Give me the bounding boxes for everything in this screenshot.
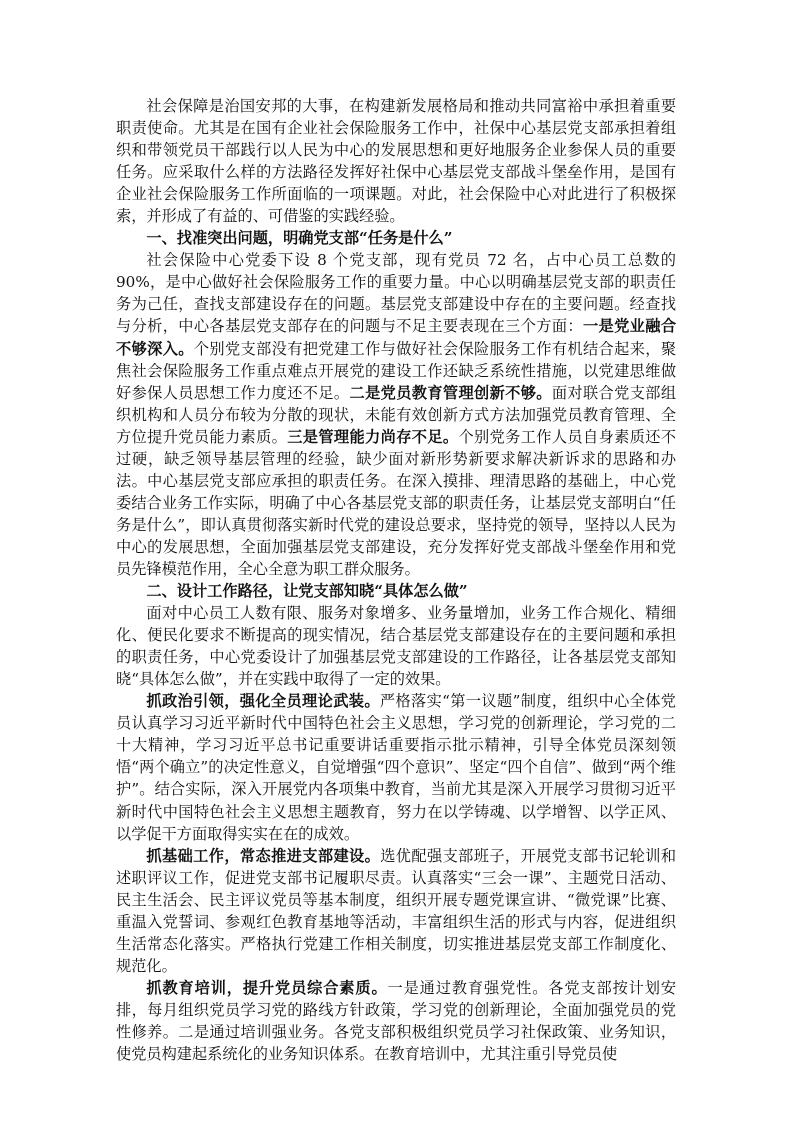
education-training-paragraph	[116, 977, 676, 1065]
section-1-text-d: 个别党务工作人员自身素质还不过硬，缺乏领导基层管理的经验，缺少面对新形势新要求解决新诉求的思路和办法。中心基层党支部应承担的职责任务。在深入摸排、理清思路的基础上，中心党委结合业务工作实际，明确了中心各基层党支部的职责任务，让基层党支部明白“任务是什么”，即认真贯彻落实新时代党的建设总要求，坚持党的领导，坚持以人民为中心的发展思想，全面加强基层党支部建设，充分发挥好党支部战斗堡垒作用和党员先锋模范作用，全心全意为职工群众服务。	[116, 427, 677, 578]
political-guidance-lead: 抓政治引领，强化全员理论武装。	[146, 692, 380, 711]
basic-work-text: 选优配强支部班子，开展党支部书记轮训和述职评议工作，促进党支部书记履职尽责。认真落实“三会一课”、主题党日活动、民主生活会、民主评议党员等基本制度，组织开展专题党课宣讲、“微党课”比赛、重温入党誓词、参观红色教育基地等活动，丰富组织生活的形式与内容，促进组织生活常态化落实。严格执行党建工作相关制度，切实推进基层党支部工作制度化、规范化。	[116, 846, 677, 975]
section-1-paragraph	[116, 249, 676, 580]
section-1-text-b: 个别党支部没有把党建工作与做好社会保险服务工作有机结合起来，聚焦社会保险服务工作重点难点开展党的建设工作还缺乏系统性措施，以党建思维做好参保人员思想工作力度还不足。	[116, 339, 677, 402]
section-1-text-c: 面对联合党支部组织机构和人员分布较为分散的现状，未能有效创新方式方法加强党员教育管理、全方位提升党员能力素质。	[116, 383, 677, 446]
section-1-text-a: 社会保险中心党委下设 8 个党支部，现有党员 72 名，占中心员工总数的 90%，是中心做好社会保险服务工作的重要力量。中心以明确基层党支部的职责任务为己任，查找支部建设存在的问题。基层党支部建设中存在的主要问题。经查找与分析，中心各基层党支部存在的问题与不足主要表现在三个方面：	[116, 251, 676, 336]
document-body	[116, 95, 676, 1065]
section-1-heading: 一、找准突出问题，明确党支部“任务是什么”	[146, 229, 453, 248]
education-training-lead: 抓教育培训，提升党员综合素质。	[146, 978, 388, 997]
problem-1-bold: 一是党业融合不够深入。	[116, 317, 677, 358]
basic-work-paragraph	[116, 845, 676, 977]
education-training-text: 一是通过教育强党性。各党支部按计划安排，每月组织党员学习党的路线方针政策，学习党的创新理论，全面加强党员的党性修养。二是通过培训强业务。各党支部积极组织党员学习社保政策、业务知识，使党员构建起系统化的业务知识体系。在教育培训中，尤其注重引导党员使	[116, 978, 677, 1064]
basic-work-lead: 抓基础工作，常态推进支部建设。	[146, 846, 381, 865]
political-guidance-paragraph	[116, 690, 676, 844]
political-guidance-text: 严格落实“第一议题”制度，组织中心全体党员认真学习习近平新时代中国特色社会主义思想，学习党的创新理论，学习党的二十大精神，学习习近平总书记重要讲话重要指示批示精神，引导全体党员深刻领悟“两个确立”的决定性意义，自觉增强“四个意识”、坚定“四个自信”、做到“两个维护”。结合实际，深入开展党内各项集中教育，当前尤其是深入开展学习贯彻习近平新时代中国特色社会主义思想主题教育，努力在以学铸魂、以学增智、以学正风、以学促干方面取得实实在在的成效。	[116, 692, 676, 843]
intro-paragraph: 社会保障是治国安邦的大事，在构建新发展格局和推动共同富裕中承担着重要职责使命。尤其是在国有企业社会保险服务工作中，社保中心基层党支部承担着组织和带领党员干部践行以人民为中心的发展思想和更好地服务企业参保人员的重要任务。应采取什么样的方法路径发挥好社保中心基层党支部战斗堡垒作用，是国有企业社会保险服务工作所面临的一项课题。对此，社会保险中心对此进行了积极探索，并形成了有益的、可借鉴的实践经验。	[116, 97, 676, 226]
problem-3-bold: 三是管理能力尚存不足。	[287, 427, 459, 446]
section-2-intro-paragraph: 面对中心员工人数有限、服务对象增多、业务量增加，业务工作合规化、精细化、便民化要求不断提高的现实情况，结合基层党支部建设存在的主要问题和承担的职责任务，中心党委设计了加强基层党支部建设的工作路径，让各基层党支部知晓“具体怎么做”，并在实践中取得了一定的效果。	[116, 604, 676, 689]
section-2-heading: 二、设计工作路径，让党支部知晓“具体怎么做”	[146, 582, 468, 601]
problem-2-bold: 二是党员教育管理创新不够。	[349, 383, 552, 402]
